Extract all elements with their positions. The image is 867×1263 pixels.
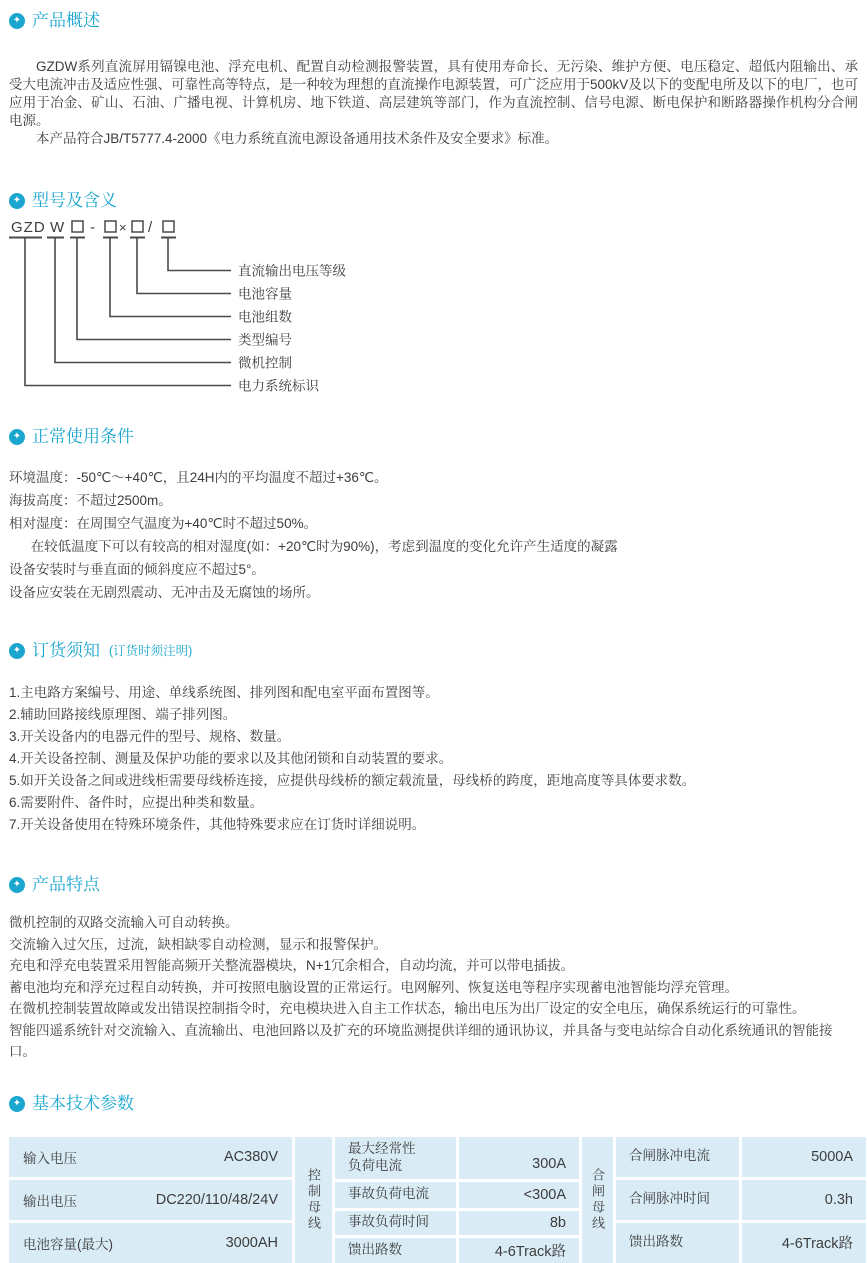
section-title: 基本技术参数 — [32, 1093, 134, 1113]
section-parameters-header — [9, 1093, 858, 1115]
feature-line: 智能四遥系统针对交流输入、直流输出、电池回路以及扩充的环境监测提供详细的通讯协议，并具备与变电站综合自动化系统通讯的智能接口。 — [9, 1022, 833, 1059]
parameters-table — [9, 1137, 858, 1263]
ordering-item: 3.开关设备内的电器元件的型号、规格、数量。 — [9, 729, 291, 744]
section-overview — [9, 10, 858, 148]
feature-line: 微机控制的双路交流输入可自动转换。 — [9, 915, 239, 930]
feature-line: 蓄电池均充和浮充过程自动转换，并可按照电脑设置的正常运行。电网解列、恢复送电等程序实现蓄电池智能均浮充管理。 — [9, 979, 738, 995]
ordering-list — [9, 682, 858, 836]
param-label-fault-load-current — [335, 1182, 456, 1208]
overview-standard-note: 本产品符合JB/T5777.4-2000《电力系统直流电源设备通用技术条件及安全要求》标准。 — [36, 131, 559, 146]
ordering-item: 1.主电路方案编号、用途、单线系统图、排列图和配电室平面布置图等。 — [9, 685, 439, 700]
condition-line: 在较低温度下可以有较高的相对湿度(如：+20℃时为90%)，考虑到温度的变化允许产生适度的凝露 — [30, 539, 618, 554]
param-value-max-load-current: 300A — [459, 1137, 579, 1179]
overview-paragraph: GZDW系列直流屏用镉镍电池、浮充电机、配置自动检测报警装置，具有使用寿命长、无污染、维护方便、电压稳定、超低内阻输出、承受大电流冲击及适应性强、可靠性高等特点，是一种较为理想的直流操作电源装置，可广泛应用于500kV及以下的变配电所及以下的电厂，也可应用于冶金、矿山、石油、广播电视、计算机房、地下铁道、高层建筑等部门，作为直流控制、信号电源、断电保护和断路器操作机构分合闸电源。 — [9, 59, 858, 128]
closing-bus-group-label: 合闸母线 — [590, 1167, 605, 1232]
section-title: 正常使用条件 — [32, 427, 134, 446]
condition-line: 相对湿度：在周围空气温度为+40℃时不超过50%。 — [9, 516, 318, 531]
param-label: 合闸脉冲时间 — [629, 1191, 710, 1207]
section-bullet-icon: ✦ — [9, 1096, 25, 1112]
param-value-feeder-circuits-control: 4-6Track路 — [459, 1238, 579, 1263]
model-prefix: GZD — [11, 219, 46, 236]
param-label-feeder-circuits-closing — [616, 1223, 739, 1263]
section-conditions-header — [9, 426, 858, 448]
section-features-header — [9, 874, 858, 896]
section-bullet-icon: ✦ — [9, 13, 25, 29]
model-times: × — [119, 220, 127, 235]
section-bullet-icon: ✦ — [9, 877, 25, 893]
param-label: 事故负荷电流 — [348, 1186, 429, 1202]
model-slash: / — [148, 219, 153, 236]
table-row-input-voltage — [9, 1137, 292, 1177]
model-label-micro: 微机控制 — [238, 355, 292, 371]
param-value: DC220/110/48/24V — [155, 1191, 278, 1208]
control-bus-group — [295, 1137, 332, 1263]
param-label: 电池容量(最大) — [23, 1236, 113, 1252]
param-value-feeder-circuits-closing: 4-6Track路 — [742, 1223, 866, 1263]
model-label-groups: 电池组数 — [238, 309, 292, 325]
connector-micro-line — [55, 238, 231, 363]
connector-capacity-line — [137, 238, 231, 294]
model-dash: - — [90, 219, 95, 236]
model-box-groups — [105, 221, 116, 232]
param-label: 馈出路数 — [348, 1241, 402, 1257]
table-row-output-voltage — [9, 1180, 292, 1220]
closing-bus-group — [582, 1137, 613, 1263]
model-box-voltage — [163, 221, 174, 232]
section-title: 订货须知 — [32, 641, 100, 660]
section-bullet-icon: ✦ — [9, 193, 25, 209]
condition-line: 设备应安装在无剧烈震动、无冲击及无腐蚀的场所。 — [9, 585, 320, 600]
section-model-meaning — [9, 190, 858, 400]
section-title: 产品概述 — [32, 11, 100, 30]
model-box-type — [72, 221, 83, 232]
table-row-battery-capacity — [9, 1223, 292, 1263]
condition-line: 环境温度：-50℃～+40℃，且24H内的平均温度不超过+36℃。 — [9, 470, 388, 485]
section-subtitle: (订货时须注明) — [109, 644, 193, 658]
feature-line: 交流输入过欠压，过流，缺相缺零自动检测，显示和报警保护。 — [9, 936, 387, 952]
section-model-header — [9, 190, 858, 212]
model-label-type: 类型编号 — [238, 332, 292, 348]
features-list — [9, 912, 858, 1063]
section-parameters — [9, 1093, 858, 1263]
connector-type-line — [77, 238, 231, 340]
section-title: 产品特点 — [32, 875, 100, 894]
conditions-list — [9, 466, 858, 604]
model-micro: W — [50, 219, 65, 236]
control-bus-block — [335, 1137, 579, 1263]
param-label-closing-pulse-time — [616, 1180, 739, 1220]
param-label-max-load-current — [335, 1137, 456, 1179]
connector-groups-line — [110, 238, 231, 317]
ordering-item: 7.开关设备使用在特殊环境条件，其他特殊要求应在订货时详细说明。 — [9, 817, 426, 832]
param-label: 输入电压 — [23, 1150, 77, 1166]
control-bus-group-label: 控制母线 — [306, 1167, 321, 1232]
param-value-closing-pulse-time: 0.3h — [742, 1180, 866, 1220]
section-ordering — [9, 640, 858, 836]
param-label-feeder-circuits-control — [335, 1238, 456, 1263]
param-value: AC380V — [223, 1148, 278, 1165]
section-ordering-header — [9, 640, 858, 662]
section-bullet-icon: ✦ — [9, 429, 25, 445]
section-overview-header — [9, 10, 858, 32]
param-label: 输出电压 — [23, 1193, 77, 1209]
param-label-fault-load-time — [335, 1211, 456, 1235]
section-title: 型号及含义 — [32, 191, 117, 210]
section-conditions — [9, 426, 858, 604]
param-label: 最大经常性负荷电流 — [348, 1140, 416, 1173]
section-bullet-icon: ✦ — [9, 643, 25, 659]
model-box-capacity — [132, 221, 143, 232]
closing-bus-block — [616, 1137, 866, 1263]
section-features — [9, 874, 858, 1063]
param-value: 3000AH — [225, 1234, 278, 1251]
param-label-closing-pulse-current — [616, 1137, 739, 1177]
param-value-fault-load-time: 8b — [459, 1211, 579, 1235]
param-value-closing-pulse-current: 5000A — [742, 1137, 866, 1177]
feature-line: 在微机控制装置故障或发出错误控制指令时，充电模块进入自主工作状态，输出电压为出厂设定的安全电压，确保系统运行的可靠性。 — [9, 1001, 806, 1016]
feature-line: 充电和浮充电装置采用智能高频开关整流器模块，N+1冗余相合，自动均流，并可以带电插拔。 — [9, 958, 575, 973]
param-label: 馈出路数 — [629, 1234, 683, 1250]
condition-line: 设备安装时与垂直面的倾斜度应不超过5°。 — [9, 562, 265, 577]
ordering-item: 2.辅助回路接线原理图、端子排列图。 — [9, 707, 237, 722]
connector-voltage-line — [168, 238, 231, 271]
model-label-system: 电力系统标识 — [238, 378, 319, 394]
ordering-item: 4.开关设备控制、测量及保护功能的要求以及其他闭锁和自动装置的要求。 — [9, 751, 453, 766]
condition-line: 海拔高度：不超过2500m。 — [9, 493, 172, 508]
param-label: 事故负荷时间 — [348, 1214, 429, 1230]
model-code-diagram — [9, 218, 439, 400]
param-label: 合闸脉冲电流 — [629, 1148, 710, 1164]
general-params-block — [9, 1137, 292, 1263]
model-label-capacity: 电池容量 — [238, 286, 292, 302]
ordering-item: 6.需要附件、备件时，应提出种类和数量。 — [9, 795, 264, 810]
ordering-item: 5.如开关设备之间或进线柜需要母线桥连接，应提供母线桥的额定载流量，母线桥的跨度，距地高度等具体要求数。 — [9, 773, 696, 788]
param-value-fault-load-current: <300A — [459, 1182, 579, 1208]
model-label-voltage: 直流输出电压等级 — [238, 263, 346, 279]
